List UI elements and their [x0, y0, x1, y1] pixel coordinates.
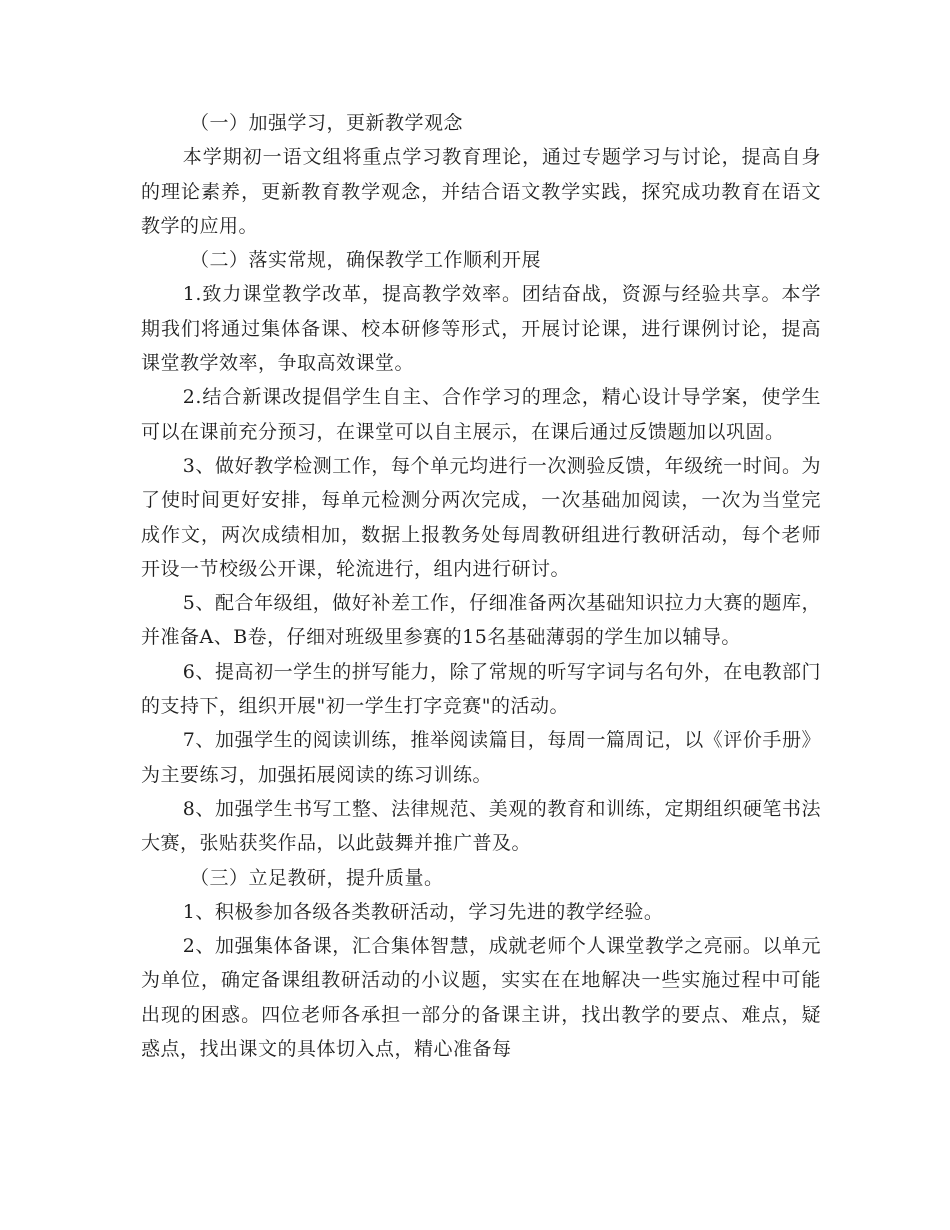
section-heading-2: （二）落实常规，确保教学工作顺利开展: [190, 249, 542, 272]
paragraph: 本学期初一语文组将重点学习教育理论，通过专题学习与讨论，提高自身的理论素养，更新教育教学观念，并结合语文教学实践，探究成功教育在语文教学的应用。: [141, 146, 821, 237]
document-body: [141, 106, 821, 1066]
paragraph: 5、配合年级组，做好补差工作，仔细准备两次基础知识拉力大赛的题库，并准备A、B卷，仔细对班级里参赛的15名基础薄弱的学生加以辅导。: [141, 592, 821, 649]
paragraph: 2.结合新课改提倡学生自主、合作学习的理念，精心设计导学案，使学生可以在课前充分预习，在课堂可以自主展示，在课后通过反馈题加以巩固。: [141, 386, 821, 443]
paragraph: 1.致力课堂教学改革，提高教学效率。团结奋战，资源与经验共享。本学期我们将通过集体备课、校本研修等形式，开展讨论课，进行课例讨论，提高课堂教学效率，争取高效课堂。: [141, 283, 821, 375]
section-heading-1: （一）加强学习，更新教学观念: [190, 112, 464, 134]
paragraph: 6、提高初一学生的拼写能力，除了常规的听写字词与名句外，在电教部门的支持下，组织开展"初一学生打字竞赛"的活动。: [141, 660, 821, 718]
paragraph: 1、积极参加各级各类教研活动，学习先进的教学经验。: [182, 900, 664, 923]
paragraph: 3、做好教学检测工作，每个单元均进行一次测验反馈，年级统一时间。为了使时间更好安排，每单元检测分两次完成，一次基础加阅读，一次为当堂完成作文，两次成绩相加，数据上报教务处每周教研组进行教研活动，每个老师开设一节校级公开课，轮流进行，组内进行研讨。: [141, 454, 821, 580]
section-heading-3: （三）立足教研，提升质量。: [190, 866, 444, 889]
paragraph: 8、加强学生书写工整、法律规范、美观的教育和训练，定期组织硬笔书法大赛，张贴获奖作品，以此鼓舞并推广普及。: [141, 797, 821, 855]
paragraph: 2、加强集体备课，汇合集体智慧，成就老师个人课堂教学之亮丽。以单元为单位，确定备课组教研活动的小议题，实实在在地解决一些实施过程中可能出现的困惑。四位老师各承担一部分的备课主讲，找出教学的要点、难点，疑惑点，找出课文的具体切入点，精心准备每: [141, 935, 821, 1061]
paragraph: 7、加强学生的阅读训练，推举阅读篇目，每周一篇周记，以《评价手册》为主要练习，加强拓展阅读的练习训练。: [141, 729, 821, 786]
